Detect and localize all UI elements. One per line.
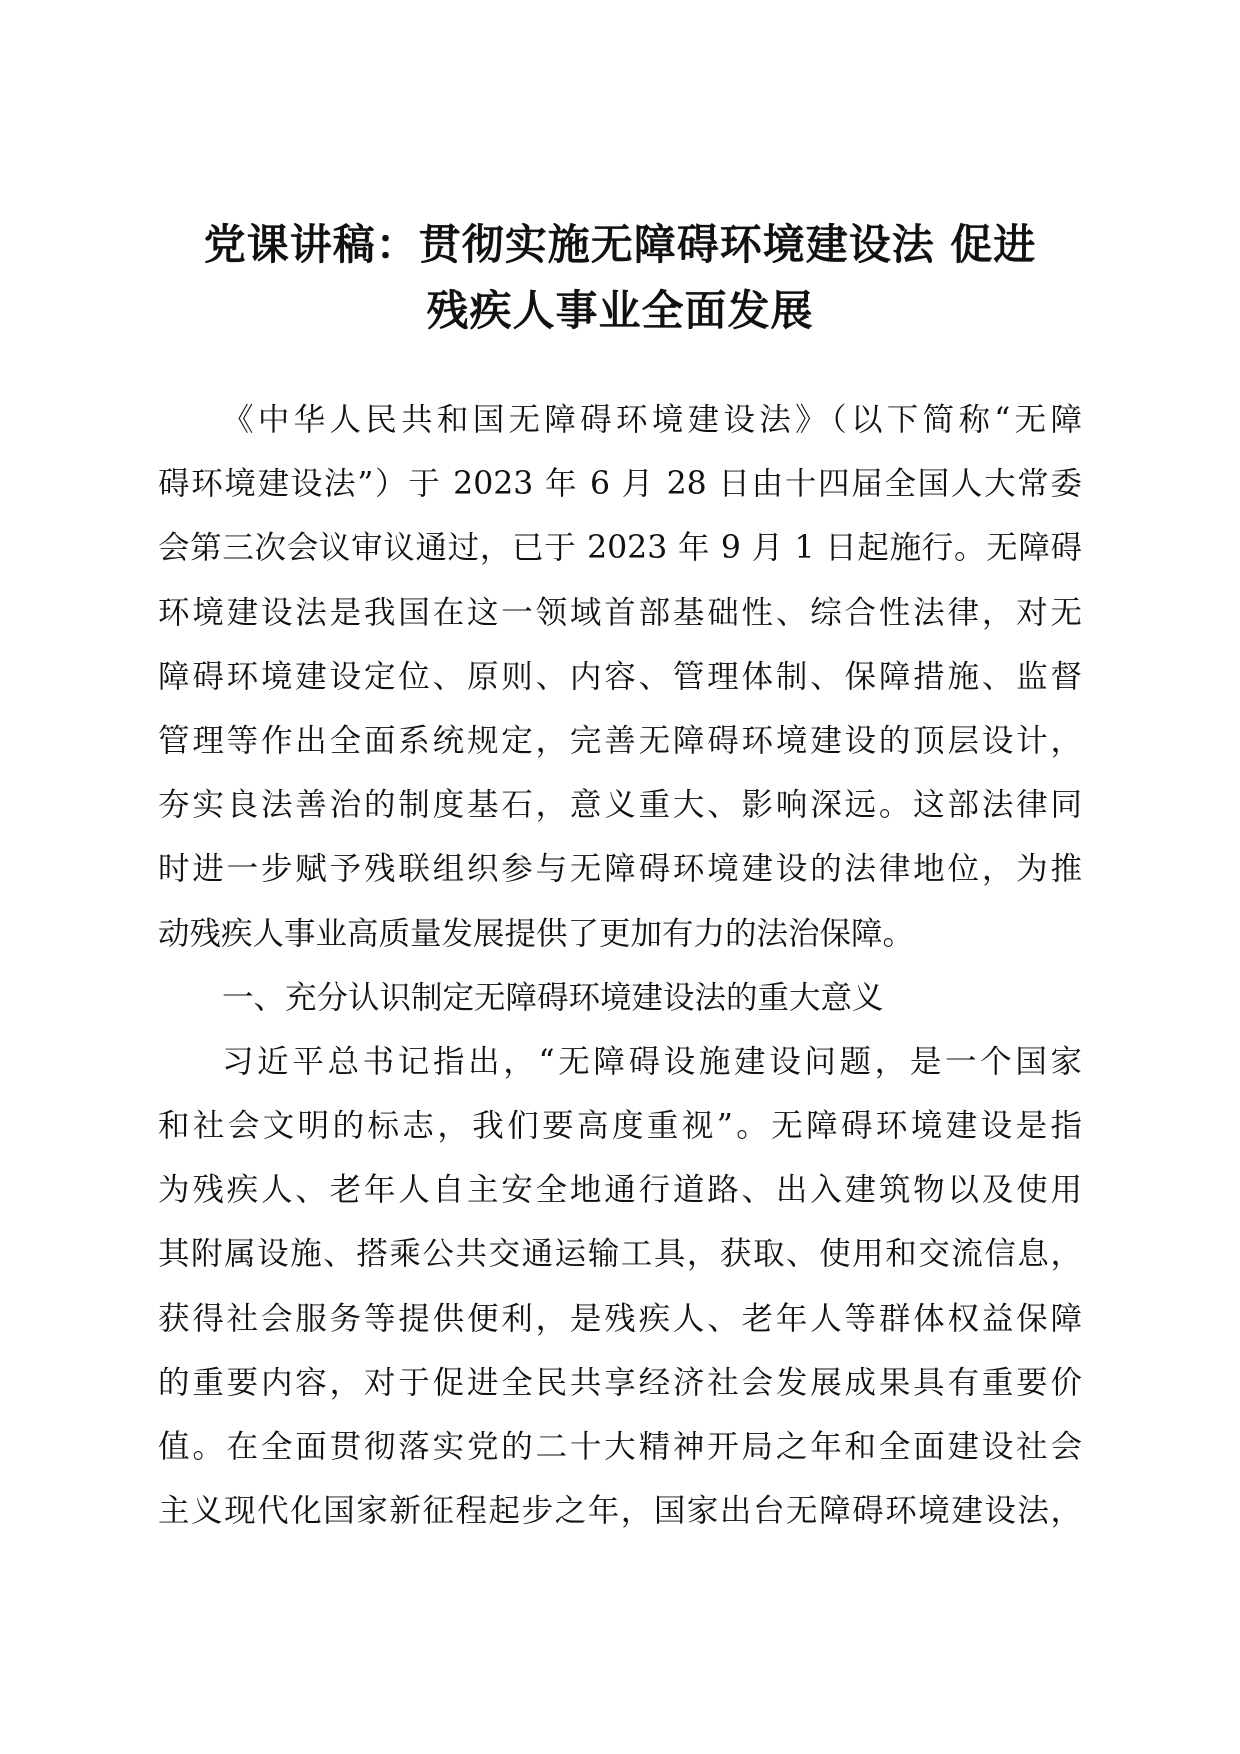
paragraph-2-line-2: 和社会文明的标志，我们要高度重视”。无障碍环境建设是指 [158,1108,1082,1145]
paragraph-2-line-8: 主义现代化国家新征程起步之年，国家出台无障碍环境建设法， [158,1493,1082,1530]
paragraph-2-line-6: 的重要内容，对于促进全民共享经济社会发展成果具有重要价 [158,1364,1082,1401]
paragraph-1-line-6: 管理等作出全面系统规定，完善无障碍环境建设的顶层设计， [158,722,1082,759]
title-line-2: 残疾人事业全面发展 [426,286,814,335]
paragraph-2-line-5: 获得社会服务等提供便利，是残疾人、老年人等群体权益保障 [158,1300,1082,1337]
paragraph-1-line-9: 动残疾人事业高质量发展提供了更加有力的法治保障。 [158,915,915,952]
section-heading-1: 一、充分认识制定无障碍环境建设法的重大意义 [222,979,884,1016]
paragraph-2-line-4: 其附属设施、搭乘公共交通运输工具，获取、使用和交流信息， [158,1236,1082,1273]
paragraph-1-line-3: 会第三次会议审议通过，已于 2023 年 9 月 1 日起施行。无障碍 [158,530,1082,567]
paragraph-2-line-3: 为残疾人、老年人自主安全地通行道路、出入建筑物以及使用 [158,1172,1082,1209]
paragraph-1-line-5: 障碍环境建设定位、原则、内容、管理体制、保障措施、监督 [158,658,1082,695]
paragraph-1-line-7: 夯实良法善治的制度基石，意义重大、影响深远。这部法律同 [158,787,1082,824]
document-body [158,388,1082,1543]
title-line-1: 党课讲稿：贯彻实施无障碍环境建设法 促进 [203,220,1037,269]
paragraph-1-line-1: 《中华人民共和国无障碍环境建设法》（以下简称“无障 [222,402,1082,438]
document-title [150,212,1090,344]
paragraph-1-line-4: 环境建设法是我国在这一领域首部基础性、综合性法律，对无 [158,594,1082,631]
paragraph-1-line-2: 碍环境建设法”）于 2023 年 6 月 28 日由十四届全国人大常委 [158,466,1082,503]
paragraph-1-line-8: 时进一步赋予残联组织参与无障碍环境建设的法律地位，为推 [158,851,1082,888]
paragraph-2-line-7: 值。在全面贯彻落实党的二十大精神开局之年和全面建设社会 [158,1429,1082,1465]
paragraph-2-line-1: 习近平总书记指出，“无障碍设施建设问题，是一个国家 [222,1043,1082,1080]
